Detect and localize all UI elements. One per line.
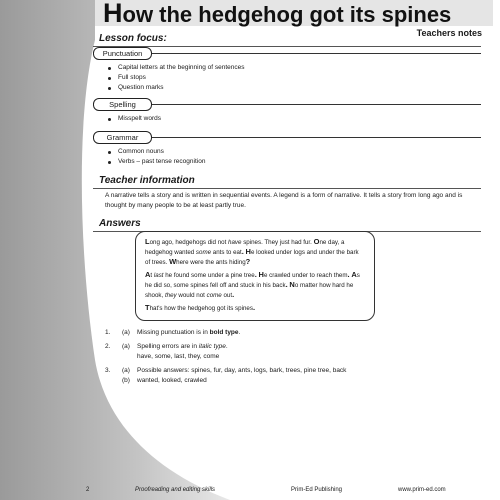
story-text: Spelling errors are in bbox=[137, 343, 199, 350]
story-text: o matter how hard he shook, bbox=[145, 282, 354, 299]
story-text: would not bbox=[176, 292, 207, 299]
list-item: Verbs – past tense recognition bbox=[108, 157, 205, 167]
italic-correction: they bbox=[164, 292, 177, 299]
book-title: Proofreading and editing skills bbox=[135, 487, 216, 493]
bold-correction: H bbox=[245, 247, 251, 256]
page-title bbox=[95, 0, 493, 26]
answers-list bbox=[105, 328, 485, 386]
story-paragraph-2 bbox=[145, 270, 365, 300]
story-text: Possible answers: spines, fur, day, ants, logs, bark, trees, pine tree, back bbox=[137, 367, 347, 374]
answer-letter: (a) bbox=[122, 329, 130, 336]
story-text: s he did so, some spines fell off and stuck in his back bbox=[145, 272, 360, 289]
bold-correction: A bbox=[351, 270, 357, 279]
grammar-list bbox=[108, 147, 205, 167]
answer-letter: (a) bbox=[122, 343, 130, 350]
bold-correction: ? bbox=[245, 257, 251, 266]
lesson-focus-heading: Lesson focus: bbox=[99, 33, 167, 44]
list-item: Misspelt words bbox=[108, 114, 161, 124]
grammar-line bbox=[150, 137, 481, 138]
answer-letter: (a) bbox=[122, 367, 130, 374]
answers-heading: Answers bbox=[99, 218, 141, 229]
answer-number: 3. bbox=[105, 367, 111, 374]
story-text: ong ago, hedgehogs did not bbox=[149, 239, 229, 246]
answer-row bbox=[105, 328, 485, 338]
italic-correction: italic type bbox=[198, 343, 226, 350]
bold-correction: . bbox=[241, 247, 244, 256]
teacher-information-rule bbox=[93, 188, 481, 189]
list-item: Full stops bbox=[108, 73, 244, 83]
bold-correction: T bbox=[145, 303, 150, 312]
punctuation-line bbox=[150, 53, 481, 54]
answer-number bbox=[105, 376, 122, 386]
list-item: Question marks bbox=[108, 83, 244, 93]
story-paragraph-1 bbox=[145, 237, 365, 267]
story-text: Missing punctuation is in bbox=[137, 329, 210, 336]
bold-correction: . bbox=[252, 303, 256, 312]
answer-number bbox=[105, 352, 122, 362]
grammar-tag: Grammar bbox=[93, 131, 152, 144]
answer-text bbox=[137, 376, 485, 386]
title-first-letter: H bbox=[103, 0, 123, 28]
story-text: ne day, a hedgehog wanted bbox=[145, 239, 345, 256]
page-subtitle: Teachers notes bbox=[416, 28, 482, 38]
bold-correction: . bbox=[232, 290, 235, 299]
story-text: have, some, last, they, come bbox=[137, 353, 220, 360]
spelling-list bbox=[108, 114, 161, 124]
story-text: e looked under logs and under the bark of trees. bbox=[145, 249, 359, 266]
answer-row bbox=[105, 376, 485, 386]
teacher-information-text: A narrative tells a story and is written in sequential events. A legend is a form of narrative. It tells a story from long ago and is thought by many people to be at least partly true. bbox=[105, 192, 463, 209]
answer-letter bbox=[122, 352, 137, 362]
story-text: t bbox=[150, 272, 154, 279]
punctuation-list bbox=[108, 63, 244, 93]
punctuation-tag: Punctuation bbox=[93, 47, 152, 60]
italic-correction: some bbox=[195, 249, 212, 256]
story-text: ants to eat bbox=[211, 249, 242, 256]
story-text: he found some under a pine tree bbox=[163, 272, 255, 279]
bold-correction: O bbox=[313, 237, 320, 246]
bold-correction: N bbox=[289, 280, 295, 289]
answer-text bbox=[137, 342, 485, 352]
italic-correction: come bbox=[206, 292, 222, 299]
answer-row bbox=[105, 366, 485, 376]
answer-row bbox=[105, 342, 485, 352]
bold-correction: H bbox=[258, 270, 264, 279]
answer-number: 2. bbox=[105, 343, 111, 350]
story-text: spines. They just had fur. bbox=[241, 239, 314, 246]
story-text: e crawled under to reach them bbox=[263, 272, 348, 279]
story-text: wanted, looked, crawled bbox=[137, 377, 207, 384]
story-box bbox=[135, 231, 375, 321]
publisher-url: www.prim-ed.com bbox=[398, 487, 446, 493]
bold-correction: A bbox=[145, 270, 151, 279]
list-item: Capital letters at the beginning of sentences bbox=[108, 63, 244, 73]
page-number: 2 bbox=[86, 487, 90, 493]
answer-letter: (b) bbox=[122, 377, 130, 384]
italic-correction: last bbox=[153, 272, 164, 279]
answer-text bbox=[137, 366, 485, 376]
lesson-focus-rule bbox=[93, 46, 481, 47]
story-paragraph-3 bbox=[145, 303, 365, 313]
answer-text bbox=[137, 328, 485, 338]
title-rest: ow the hedgehog got its spines bbox=[122, 2, 452, 27]
bold-correction: . bbox=[254, 270, 257, 279]
bold-correction: L bbox=[145, 237, 150, 246]
answer-text bbox=[137, 352, 485, 362]
story-text: out bbox=[221, 292, 233, 299]
spelling-line bbox=[150, 104, 481, 105]
story-text: . bbox=[238, 329, 241, 336]
italic-correction: have bbox=[228, 239, 242, 246]
teacher-information-heading: Teacher information bbox=[99, 175, 195, 186]
list-item: Common nouns bbox=[108, 147, 205, 157]
spelling-tag: Spelling bbox=[93, 98, 152, 111]
bold-correction: . bbox=[285, 280, 288, 289]
story-text: . bbox=[225, 343, 228, 350]
answer-row bbox=[105, 352, 485, 362]
story-text: here were the ants hiding bbox=[176, 259, 246, 266]
bold-correction: W bbox=[169, 257, 177, 266]
bold-correction: bold type bbox=[209, 329, 239, 336]
story-text: hat's how the hedgehog got its spines bbox=[149, 305, 253, 312]
publisher-name: Prim-Ed Publishing bbox=[291, 487, 343, 493]
answer-number: 1. bbox=[105, 329, 111, 336]
bold-correction: . bbox=[347, 270, 350, 279]
